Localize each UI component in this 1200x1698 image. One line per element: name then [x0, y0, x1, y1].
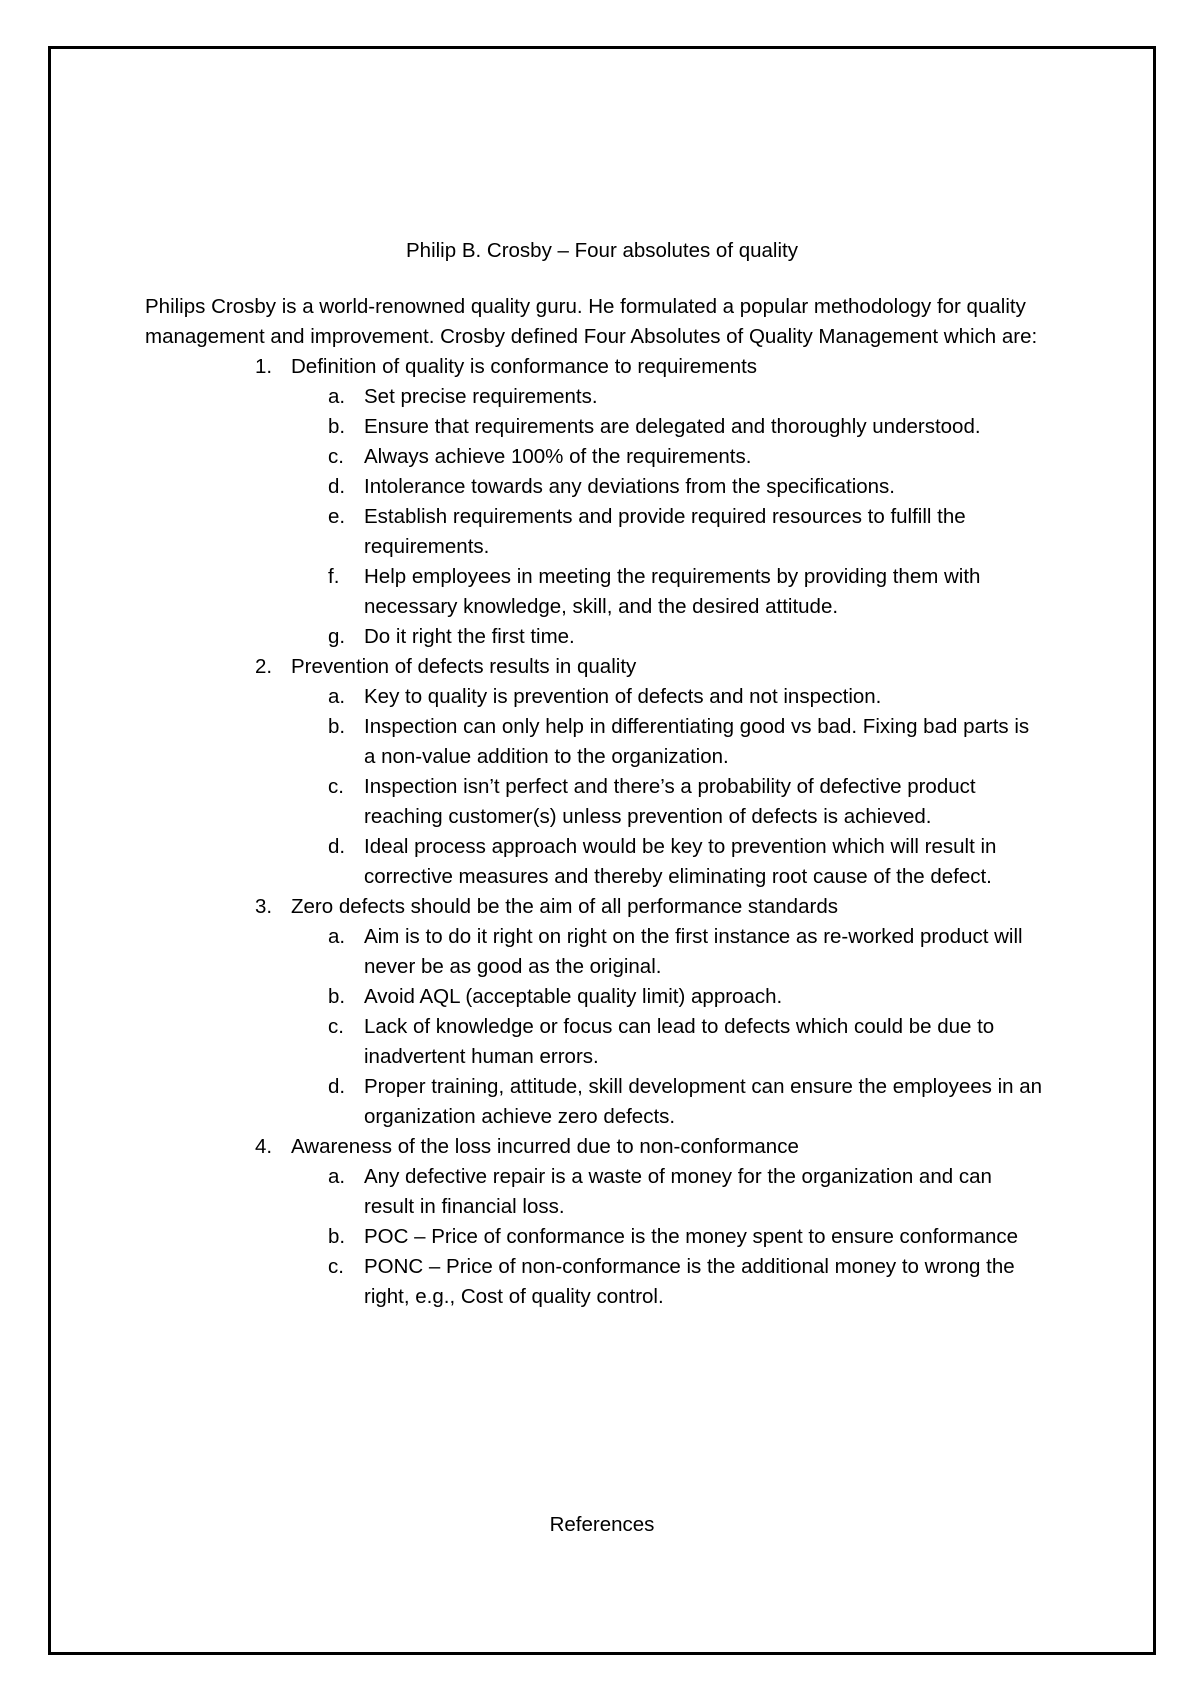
- sub-point-text: Help employees in meeting the requirements by providing them with necessary knowledge, skill, and the desired attitude.: [364, 565, 981, 618]
- sub-point: [291, 682, 1065, 712]
- sub-point-letter: g.: [328, 625, 346, 648]
- sub-point: [291, 562, 1065, 622]
- sub-point-letter: a.: [328, 685, 346, 708]
- absolute-number: 2.: [255, 655, 273, 678]
- sub-point-text: Inspection can only help in differentiating good vs bad. Fixing bad parts is a non-value addition to the organization.: [364, 715, 1030, 768]
- absolute-number: 4.: [255, 1135, 273, 1158]
- sub-point-letter: c.: [328, 1255, 344, 1278]
- sub-point-letter: d.: [328, 835, 346, 858]
- sub-point: [291, 442, 1065, 472]
- absolute-number: 3.: [255, 895, 273, 918]
- sub-point-letter: b.: [328, 985, 346, 1008]
- sub-point: [291, 1162, 1065, 1222]
- absolute-text: Awareness of the loss incurred due to non-conformance: [291, 1135, 799, 1158]
- sub-point-text: Intolerance towards any deviations from the specifications.: [364, 475, 895, 498]
- sub-point-letter: b.: [328, 715, 346, 738]
- sub-point-text: Any defective repair is a waste of money for the organization and can result in financial loss.: [364, 1165, 992, 1218]
- sub-point-letter: e.: [328, 505, 346, 528]
- sub-point-letter: d.: [328, 1075, 346, 1098]
- sub-point-letter: b.: [328, 415, 346, 438]
- sub-point-text: Always achieve 100% of the requirements.: [364, 445, 752, 468]
- sub-point-letter: b.: [328, 1225, 346, 1248]
- absolute-item: [145, 892, 1065, 1132]
- sub-point-letter: a.: [328, 925, 346, 948]
- sub-point-text: Ensure that requirements are delegated and thoroughly understood.: [364, 415, 981, 438]
- sub-point-text: Lack of knowledge or focus can lead to defects which could be due to inadvertent human errors.: [364, 1015, 995, 1068]
- absolute-text: Zero defects should be the aim of all performance standards: [291, 895, 838, 918]
- sub-point: [291, 712, 1065, 772]
- sub-point-letter: c.: [328, 775, 344, 798]
- sub-point-letter: f.: [328, 565, 340, 588]
- sub-point-text: Aim is to do it right on right on the first instance as re-worked product will never be as good as the original.: [364, 925, 1023, 978]
- sub-point: [291, 622, 1065, 652]
- sub-point-list: [291, 682, 1065, 892]
- sub-point: [291, 502, 1065, 562]
- sub-point-letter: c.: [328, 1015, 344, 1038]
- sub-point-letter: d.: [328, 475, 346, 498]
- document-title: Philip B. Crosby – Four absolutes of quality: [406, 239, 798, 262]
- absolute-number: 1.: [255, 355, 273, 378]
- absolute-text: Prevention of defects results in quality: [291, 655, 637, 678]
- intro-paragraph: Philips Crosby is a world-renowned quality guru. He formulated a popular methodology for quality management and improvement. Crosby defined Four Absolutes of Quality Management which are:: [145, 295, 1038, 348]
- sub-point: [291, 772, 1065, 832]
- sub-point: [291, 922, 1065, 982]
- sub-point: [291, 1252, 1065, 1312]
- sub-point: [291, 1012, 1065, 1072]
- document-body: [145, 292, 1065, 1312]
- absolute-item: [145, 652, 1065, 892]
- absolutes-list: [145, 352, 1065, 1312]
- sub-point-text: POC – Price of conformance is the money spent to ensure conformance: [364, 1225, 1019, 1248]
- sub-point: [291, 1072, 1065, 1132]
- sub-point: [291, 382, 1065, 412]
- references-heading: References: [549, 1513, 655, 1536]
- sub-point-letter: a.: [328, 1165, 346, 1188]
- sub-point-text: Inspection isn’t perfect and there’s a probability of defective product reaching customer(s) unless prevention of defects is achieved.: [364, 775, 976, 828]
- sub-point-text: Establish requirements and provide required resources to fulfill the requirements.: [364, 505, 966, 558]
- absolute-text: Definition of quality is conformance to requirements: [291, 355, 758, 378]
- sub-point-text: Key to quality is prevention of defects and not inspection.: [364, 685, 882, 708]
- sub-point: [291, 1222, 1065, 1252]
- sub-point-letter: c.: [328, 445, 344, 468]
- sub-point-text: PONC – Price of non-conformance is the additional money to wrong the right, e.g., Cost of quality control.: [364, 1255, 1015, 1308]
- sub-point: [291, 412, 1065, 442]
- sub-point-text: Avoid AQL (acceptable quality limit) approach.: [364, 985, 783, 1008]
- sub-point-text: Do it right the first time.: [364, 625, 575, 648]
- sub-point-text: Set precise requirements.: [364, 385, 598, 408]
- sub-point-text: Ideal process approach would be key to prevention which will result in corrective measures and thereby eliminating root cause of the defect.: [364, 835, 997, 888]
- sub-point-list: [291, 922, 1065, 1132]
- sub-point-text: Proper training, attitude, skill development can ensure the employees in an organization achieve zero defects.: [364, 1075, 1043, 1128]
- sub-point: [291, 472, 1065, 502]
- absolute-item: [145, 352, 1065, 652]
- absolute-item: [145, 1132, 1065, 1312]
- sub-point-list: [291, 382, 1065, 652]
- sub-point: [291, 832, 1065, 892]
- sub-point-letter: a.: [328, 385, 346, 408]
- sub-point: [291, 982, 1065, 1012]
- sub-point-list: [291, 1162, 1065, 1312]
